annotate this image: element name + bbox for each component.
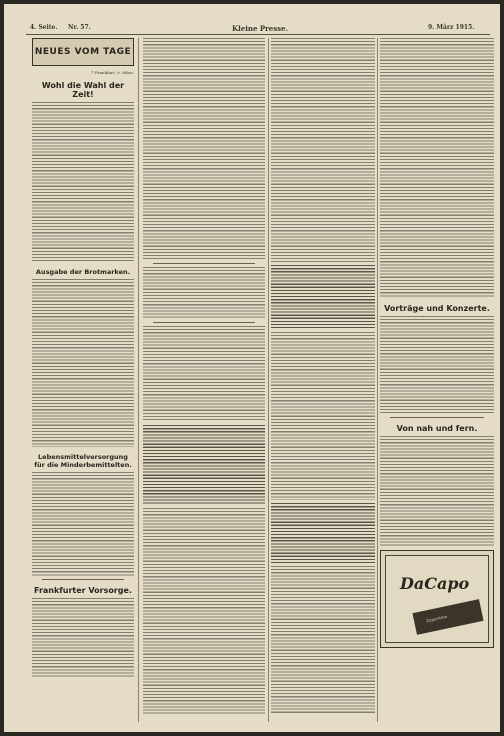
divider [390,417,484,418]
dateline: * Frankfurt, 9. März. [91,70,134,75]
column-divider [138,38,139,722]
article-text-bold [143,425,265,505]
column-divider [377,38,378,722]
article-text [32,102,134,262]
article-text [380,316,494,414]
article-text [143,508,265,714]
column-divider [268,38,269,722]
article-text [32,279,134,447]
newspaper-page [4,4,500,732]
article-text [143,267,265,319]
article-text-bold [271,503,375,563]
article-headline: Frankfurter Vorsorge. [33,586,132,595]
advert-slogan: Zigaretten [425,613,448,624]
article-headline: Lebensmittelversorgung für die Minderbemittelten. [34,453,132,469]
header-rule [26,34,490,35]
column-2 [143,38,265,724]
article-text [380,436,494,546]
advert-brand: DaCapo [400,574,470,593]
masthead-title: NEUES VOM TAGE [34,47,132,57]
article-text [143,38,265,260]
article-text [271,332,375,500]
article-headline: Ausgabe der Brotmarken. [35,268,131,276]
column-4 [380,38,494,724]
article-text [271,566,375,714]
column-3 [271,38,375,724]
article-text [271,38,375,262]
article-text [32,598,134,678]
article-headline: Wohl die Wahl der Zeit! [41,81,125,99]
issue-date: 9. März 1915. [428,24,475,31]
masthead [32,38,134,66]
article-text-bold [271,265,375,329]
issue-number: Nr. 57. [68,24,91,31]
article-headline: Von nah und fern. [396,424,478,433]
page-label: 4. Seite. [30,24,58,31]
advertisement [380,550,494,648]
divider [153,322,255,323]
article-text [380,38,494,298]
newspaper-name: Kleine Presse. [232,24,289,33]
column-1 [32,38,134,724]
article-headline: Vorträge und Konzerte. [384,304,490,313]
article-text [143,326,265,422]
advert-band [412,599,483,635]
divider [153,263,255,264]
divider [42,579,124,580]
article-text [32,472,134,576]
